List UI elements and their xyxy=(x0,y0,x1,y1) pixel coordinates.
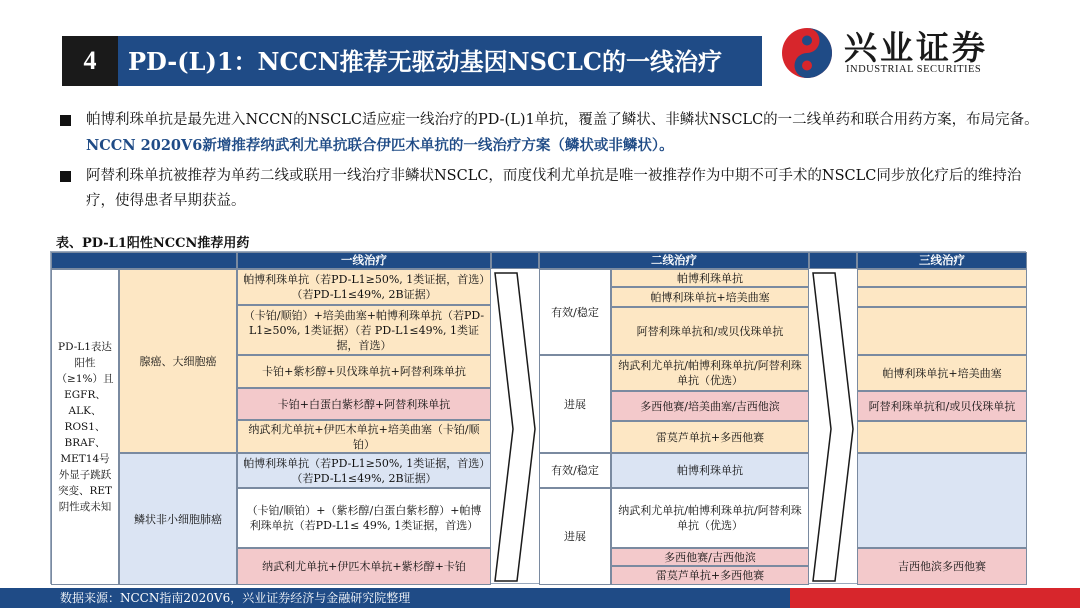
first-line-regimen: 卡铂+白蛋白紫杉醇+阿替利珠单抗 xyxy=(237,388,491,420)
second-line-regimen: 阿替利珠单抗和/或贝伐珠单抗 xyxy=(611,307,809,355)
bullet-item xyxy=(60,108,1040,159)
second-line-regimen: 雷莫芦单抗+多西他赛 xyxy=(611,566,809,585)
bullet-text: 阿替利珠单抗被推荐为单药二线或联用一线治疗非鳞状NSCLC，而度伐利尤单抗是唯一被推荐作为中期不可手术的NSCLC同步放化疗后的维持治疗，使得患者早期获益。 xyxy=(86,168,1022,209)
logo-text-en: INDUSTRIAL SECURITIES xyxy=(846,64,982,75)
third-line-empty xyxy=(857,421,1027,453)
third-line-empty xyxy=(857,453,1027,548)
third-line-empty xyxy=(857,287,1027,307)
company-logo xyxy=(780,22,1060,84)
header-spacer xyxy=(51,252,237,269)
page-title: PD-(L)1：NCCN推荐无驱动基因NSCLC的一线治疗 xyxy=(128,47,722,76)
population-cell: PD-L1表达阳性（≥1%）且EGFR、ALK、ROS1、BRAF、MET14号外显子跳跃突变、RET阴性或未知 xyxy=(51,269,119,585)
table-caption: 表、PD-L1阳性NCCN推荐用药 xyxy=(56,236,250,251)
response-progress-label: 进展 xyxy=(539,355,611,453)
arrow-right-icon xyxy=(809,269,857,585)
second-line-regimen: 多西他赛/吉西他滨 xyxy=(611,548,809,566)
industrial-securities-logo-icon xyxy=(780,26,834,80)
header-spacer xyxy=(491,252,539,269)
third-line-empty xyxy=(857,307,1027,355)
second-line-regimen: 帕博利珠单抗 xyxy=(611,269,809,287)
logo-text-cn: 兴业证券 xyxy=(844,28,988,67)
footer-accent xyxy=(790,588,1080,608)
bullet-list xyxy=(60,108,1040,219)
response-stable-label: 有效/稳定 xyxy=(539,269,611,355)
section-number: 4 xyxy=(62,36,118,86)
third-line-empty xyxy=(857,269,1027,287)
first-line-regimen: （卡铂/顺铂）+培美曲塞+帕博利珠单抗（若PD-L1≥50%, 1类证据）（若 PD-L1≤49%, 1类证据，首选） xyxy=(237,305,491,355)
second-line-regimen: 纳武利尤单抗/帕博利珠单抗/阿替利珠单抗（优选） xyxy=(611,355,809,391)
data-source: 数据来源：NCCN指南2020V6，兴业证券经济与金融研究院整理 xyxy=(60,591,411,605)
first-line-regimen: 卡铂+紫杉醇+贝伐珠单抗+阿替利珠单抗 xyxy=(237,355,491,388)
response-progress-label: 进展 xyxy=(539,488,611,585)
square-bullet-icon xyxy=(60,115,71,126)
third-line-regimen: 阿替利珠单抗和/或贝伐珠单抗 xyxy=(857,391,1027,421)
subtype-nonsquamous: 腺癌、大细胞癌 xyxy=(119,269,237,453)
response-stable-label: 有效/稳定 xyxy=(539,453,611,488)
third-line-regimen: 吉西他滨多西他赛 xyxy=(857,548,1027,585)
square-bullet-icon xyxy=(60,171,71,182)
nccn-table xyxy=(50,251,1026,584)
first-line-regimen: 帕博利珠单抗（若PD-L1≥50%, 1类证据，首选）（若PD-L1≤49%, 2B证据） xyxy=(237,453,491,488)
second-line-regimen: 多西他赛/培美曲塞/吉西他滨 xyxy=(611,391,809,421)
second-line-regimen: 帕博利珠单抗 xyxy=(611,453,809,488)
first-line-regimen: 纳武利尤单抗+伊匹木单抗+紫杉醇+卡铂 xyxy=(237,548,491,585)
first-line-regimen: 纳武利尤单抗+伊匹木单抗+培美曲塞（卡铂/顺铂） xyxy=(237,420,491,453)
first-line-regimen: 帕博利珠单抗（若PD-L1≥50%, 1类证据，首选）（若PD-L1≤49%, 2B证据） xyxy=(237,269,491,305)
first-line-regimen: （卡铂/顺铂）+（紫杉醇/白蛋白紫杉醇）+帕博利珠单抗（若PD-L1≤ 49%, 1类证据，首选） xyxy=(237,488,491,548)
subtype-squamous: 鳞状非小细胞肺癌 xyxy=(119,453,237,585)
second-line-regimen: 帕博利珠单抗+培美曲塞 xyxy=(611,287,809,307)
second-line-regimen: 雷莫芦单抗+多西他赛 xyxy=(611,421,809,453)
bullet-item xyxy=(60,164,1040,214)
header-first-line: 一线治疗 xyxy=(237,252,491,269)
header-third-line: 三线治疗 xyxy=(857,252,1027,269)
arrow-right-icon xyxy=(491,269,539,585)
second-line-regimen: 纳武利尤单抗/帕博利珠单抗/阿替利珠单抗（优选） xyxy=(611,488,809,548)
header-spacer xyxy=(809,252,857,269)
bullet-highlight: NCCN 2020V6新增推荐纳武利尤单抗联合伊匹木单抗的一线治疗方案（鳞状或非鳞状）。 xyxy=(86,137,674,154)
bullet-text: 帕博利珠单抗是最先进入NCCN的NSCLC适应症一线治疗的PD-(L)1单抗，覆盖了鳞状、非鳞状NSCLC的一二线单药和联合用药方案，布局完备。 xyxy=(86,112,1039,128)
header-second-line: 二线治疗 xyxy=(539,252,809,269)
third-line-regimen: 帕博利珠单抗+培美曲塞 xyxy=(857,355,1027,391)
